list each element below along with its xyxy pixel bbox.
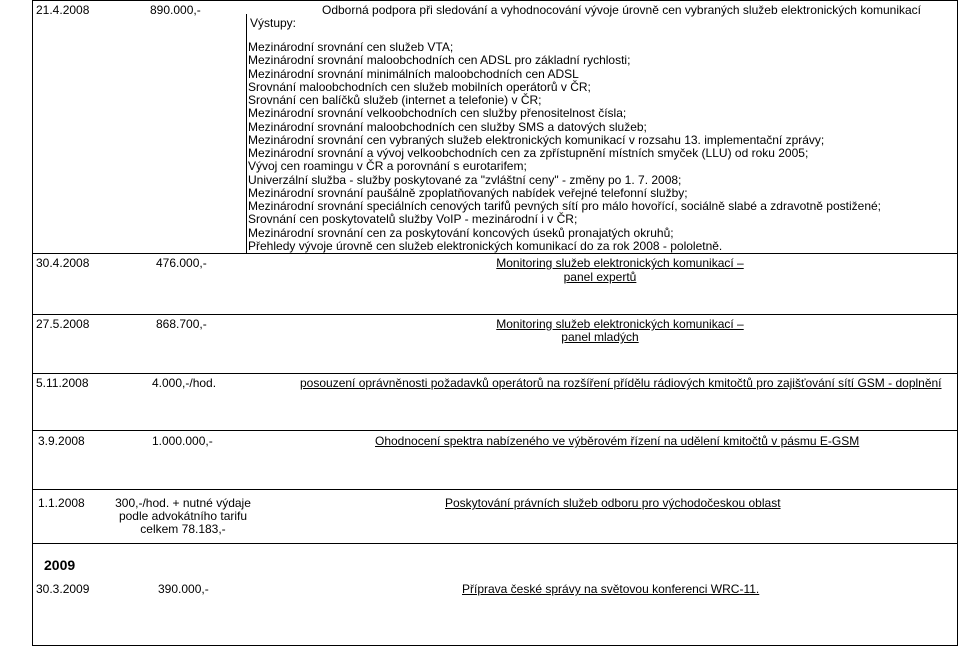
output-item: Mezinárodní srovnání speciálních cenových tarifů pevných sítí pro málo hovořící, sociálně slabé a zdravotně postižené; <box>248 199 882 213</box>
row-6-date: 1.1.2008 <box>38 496 85 510</box>
output-item: Mezinárodní srovnání minimálních maloobchodních cen ADSL <box>248 66 579 81</box>
row-5-date: 3.9.2008 <box>38 434 85 448</box>
row-1-title: Odborná podpora při sledování a vyhodnocování vývoje úrovně cen vybraných služeb elektronických komunikací <box>322 3 922 17</box>
row-2009-date: 30.3.2009 <box>36 582 90 596</box>
output-item: Mezinárodní srovnání velkoobchodních cen služby přenositelnost čísla; <box>248 106 627 121</box>
output-item: Srovnání cen balíčků služeb (internet a telefonie) v ČR; <box>248 93 542 107</box>
row-2-title: Monitoring služeb elektronických komunikací – <box>496 256 744 270</box>
row-6-amount-line-1: 300,-/hod. + nutné výdaje <box>115 496 251 510</box>
row-6-amount-line-2: podle advokátního tarifu <box>118 509 248 523</box>
output-item: Srovnání cen poskytovatelů služby VoIP - mezinárodní i v ČR; <box>248 212 578 227</box>
output-item: Univerzální služba - služby poskytované za "zvláštní ceny" - změny po 1. 7. 2008; <box>248 172 682 187</box>
output-item: Mezinárodní srovnání cen vybraných služeb elektronických komunikací v rozsahu 13. implementační zprávy; <box>248 132 825 147</box>
output-item: Mezinárodní srovnání cen za poskytování koncových úseků pronajatých okruhů; <box>248 225 674 240</box>
output-item: Mezinárodní srovnání maloobchodních cen služby SMS a datových služeb; <box>248 119 647 134</box>
row-3-amount: 868.700,- <box>156 317 207 331</box>
row-6-title: Poskytování právních služeb odboru pro východočeskou oblast <box>445 496 781 510</box>
row-3-date: 27.5.2008 <box>36 317 90 331</box>
row-4-date: 5.11.2008 <box>36 376 89 390</box>
row-2-subtitle: panel expertů <box>563 270 637 284</box>
output-item: Mezinárodní srovnání paušálně zpoplatňovaných nabídek veřejné telefonní služby; <box>248 185 688 200</box>
row-2009-amount: 390.000,- <box>158 582 209 596</box>
row-6-amount-line-3: celkem 78.183,- <box>140 522 226 536</box>
output-item: Srovnání maloobchodních cen služeb mobilních operátorů v ČR; <box>248 79 591 94</box>
row-2-date: 30.4.2008 <box>36 256 90 270</box>
output-item: Mezinárodní srovnání cen služeb VTA; <box>248 40 454 54</box>
row-1-date: 21.4.2008 <box>36 3 90 17</box>
row-3-subtitle: panel mladých <box>561 330 639 344</box>
row-2009-title: Příprava české správy na světovou konferenci WRC-11. <box>462 582 760 596</box>
row-4-amount: 4.000,-/hod. <box>152 376 217 390</box>
row-3-title: Monitoring služeb elektronických komunikací – <box>496 317 744 331</box>
year-heading: 2009 <box>44 557 76 573</box>
outputs-list <box>248 41 881 253</box>
row-1-amount: 890.000,- <box>150 3 201 17</box>
row-4-title: posouzení oprávněnosti požadavků operátorů na rozšíření přídělu rádiových kmitočtů pro zajišťování sítí GSM - doplnění <box>300 376 942 390</box>
output-item: Mezinárodní srovnání a vývoj velkoobchodních cen za zpřístupnění místních smyček (LLU) od roku 2005; <box>248 146 809 160</box>
output-item: Přehledy vývoje úrovně cen služeb elektronických komunikací do za rok 2008 - pololetně. <box>248 238 723 253</box>
row-5-amount: 1.000.000,- <box>152 434 213 448</box>
output-item: Vývoj cen roamingu v ČR a porovnání s eurotarifem; <box>248 159 527 174</box>
outputs-label: Výstupy: <box>250 16 297 30</box>
row-5-title: Ohodnocení spektra nabízeného ve výběrovém řízení na udělení kmitočtů v pásmu E-GSM <box>375 434 860 448</box>
output-item: Mezinárodní srovnání maloobchodních cen ADSL pro základní rychlosti; <box>248 53 631 68</box>
row-2-amount: 476.000,- <box>156 256 207 270</box>
